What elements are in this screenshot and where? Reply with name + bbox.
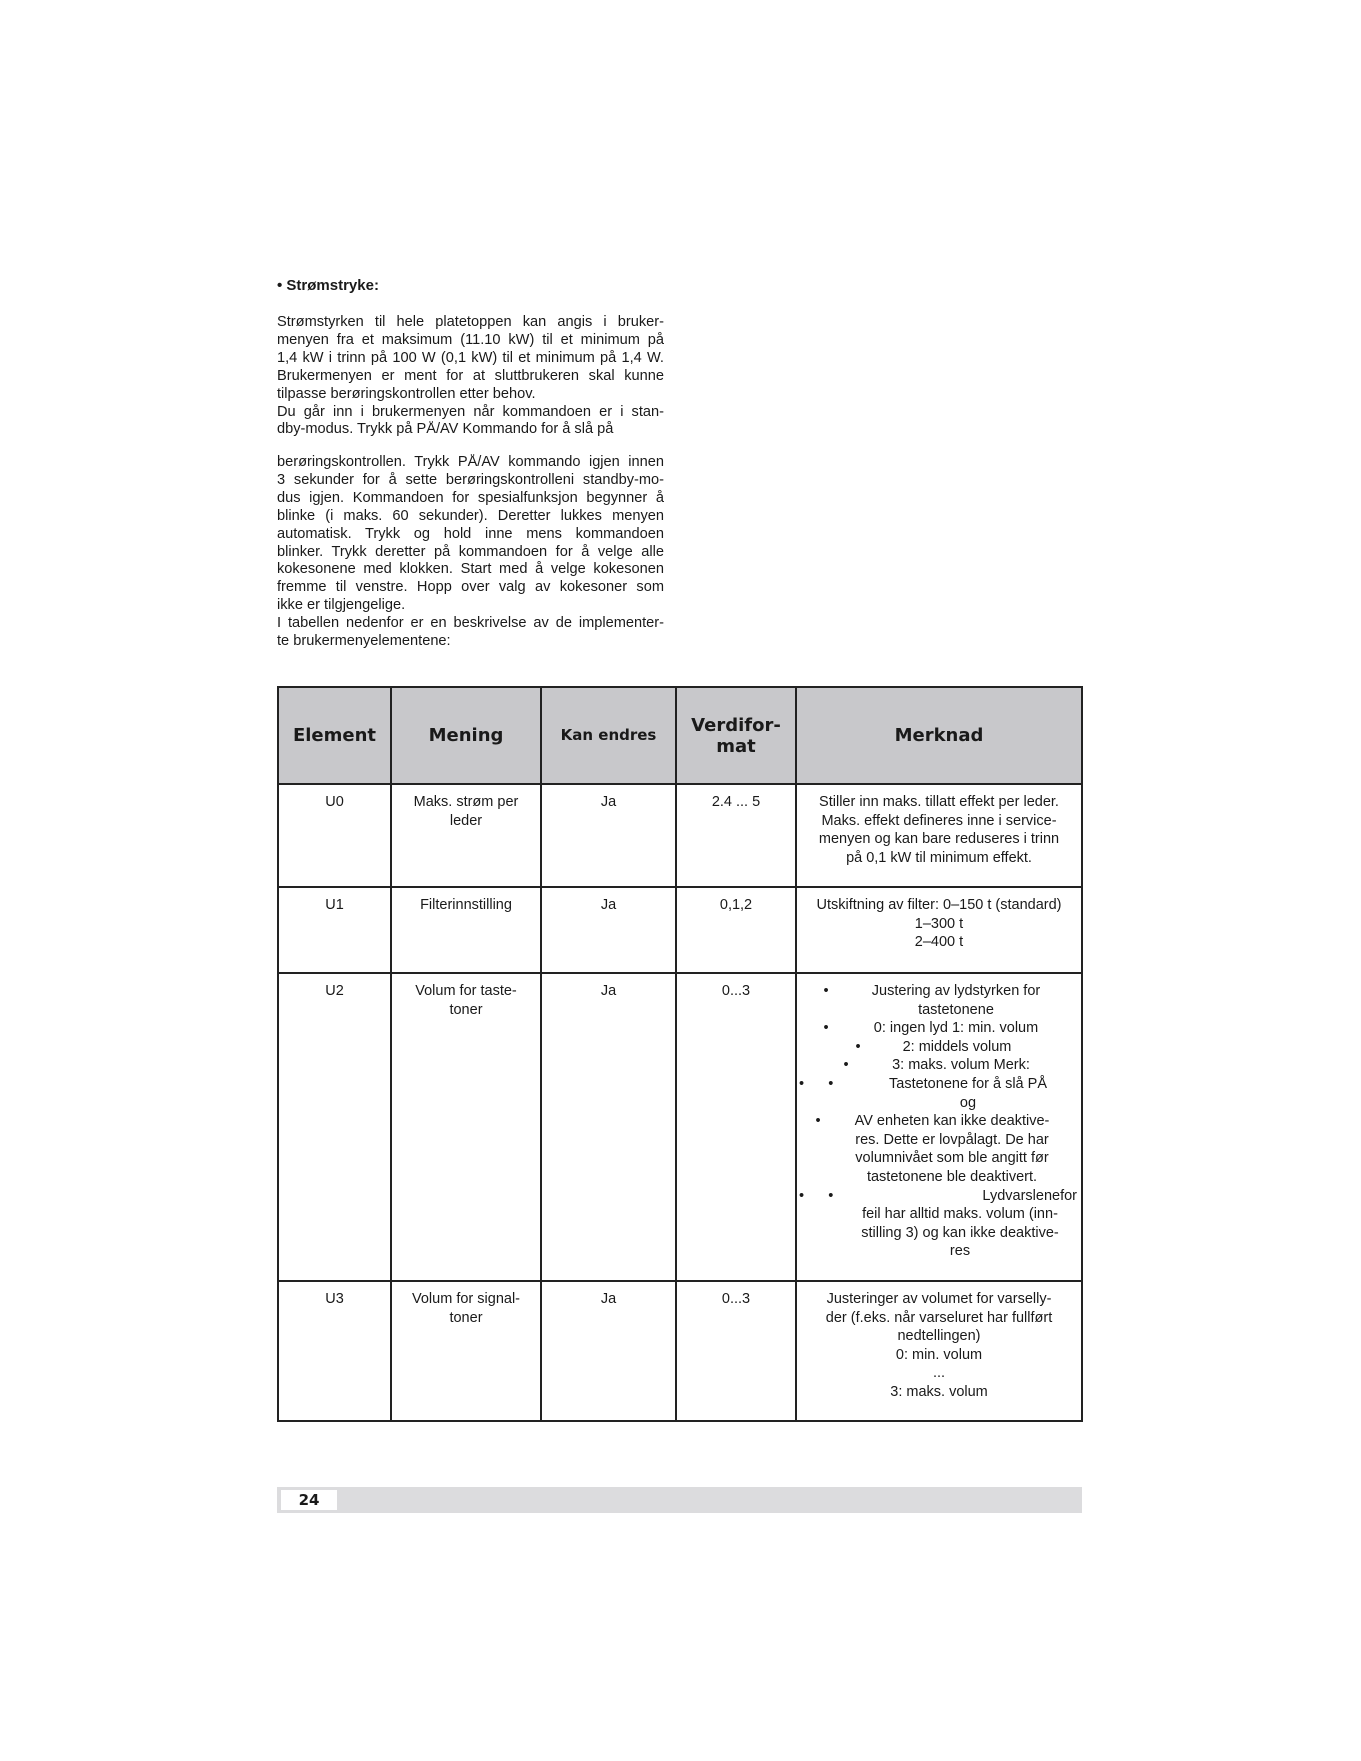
table-row <box>278 1281 1082 1421</box>
cell-verdiformat: 0...3 <box>676 973 796 1281</box>
bullet-item: • AV enheten kan ikke deaktive- res. Dette er lovpålagt. De har volumnivået som ble angitt før tastetonene ble deaktivert. <box>799 1112 1077 1186</box>
bullet-icon: • <box>843 1057 849 1074</box>
cell-kan-endres: Ja <box>541 887 676 973</box>
bullet-item: • • Lydvarslenefor <box>799 1187 1077 1204</box>
text-line: dus igjen. Kommandoen for spesialfunksjon begynner å <box>277 489 664 506</box>
text-line: te brukermenyelementene: <box>277 633 451 650</box>
bullet-icon: • <box>815 1113 821 1130</box>
cell-merknad: Utskiftning av filter: 0–150 t (standard) 1–300 t 2–400 t <box>796 887 1082 973</box>
text-line: Strømstyrken til hele platetoppen kan angis i bruker- <box>277 314 664 330</box>
text-line: fremme til venstre. Hopp over valg av kokesoner som <box>277 579 664 596</box>
text-line: Du går inn i brukermenyen når kommandoen er i stan- <box>277 403 664 420</box>
page-number: 24 <box>281 1490 337 1510</box>
text-line: ikke er tilgjengelige. <box>277 597 406 614</box>
table-row <box>278 784 1082 887</box>
cell-mening: Filterinnstilling <box>391 887 541 973</box>
bullet-item: • 3: maks. volum Merk: <box>799 1056 1077 1075</box>
bullet-item: • 2: middels volum <box>799 1038 1077 1057</box>
table-header-row <box>278 687 1082 784</box>
cell-kan-endres: Ja <box>541 1281 676 1421</box>
cell-merknad: Justeringer av volumet for varselly- der (f.eks. når varseluret har fullført nedtellingen) 0: min. volum ... 3: maks. volum <box>796 1281 1082 1421</box>
bullet-icon: • • <box>799 1075 834 1092</box>
cell-verdiformat: 0...3 <box>676 1281 796 1421</box>
text-line: automatisk. Trykk og hold inne mens kommandoen <box>277 525 664 542</box>
cell-mening: Volum for signal- toner <box>391 1281 541 1421</box>
cell-element: U2 <box>278 973 391 1281</box>
cell-verdiformat: 0,1,2 <box>676 887 796 973</box>
bullet-item: • Justering av lydstyrken for tastetonene <box>799 982 1077 1019</box>
bullet-icon: • <box>823 1020 829 1037</box>
text-line: 3 sekunder for å sette berøringskontrolleni standby-mo- <box>277 471 664 488</box>
cell-element: U3 <box>278 1281 391 1421</box>
cell-verdiformat: 2.4 ... 5 <box>676 784 796 887</box>
footer-bar <box>277 1487 1082 1513</box>
text-line: blinke (i maks. 60 sekunder). Deretter lukkes menyen <box>277 507 664 524</box>
text-line: dby-modus. Trykk på PÅ/AV Kommando for å slå på <box>277 421 614 438</box>
text-line: Brukermenyen er ment for at sluttbrukeren skal kunne <box>277 367 664 384</box>
cell-element: U1 <box>278 887 391 973</box>
text-line: kokesonene med klokken. Start med å velge kokesonen <box>277 561 664 578</box>
intro-paragraph <box>277 314 664 439</box>
bullet-item: • 0: ingen lyd 1: min. volum <box>799 1019 1077 1038</box>
header-verdiformat: Verdifor- mat <box>676 687 796 784</box>
user-menu-table <box>277 686 1083 1422</box>
text-line: blinker. Trykk deretter på kommandoen for å velge alle <box>277 543 664 560</box>
cell-kan-endres: Ja <box>541 973 676 1281</box>
instructions-paragraph <box>277 454 664 651</box>
cell-element: U0 <box>278 784 391 887</box>
table-row <box>278 887 1082 973</box>
text-line: berøringskontrollen. Trykk PÅ/AV kommando igjen innen <box>277 454 664 470</box>
cell-kan-endres: Ja <box>541 784 676 887</box>
cell-mening: Volum for taste- toner <box>391 973 541 1281</box>
header-mening: Mening <box>391 687 541 784</box>
bullet-item: • • Tastetonene for å slå PÅ og <box>799 1075 1047 1111</box>
table-row <box>278 973 1082 1281</box>
text-line: menyen fra et maksimum (11.10 kW) til et minimum på <box>277 331 664 348</box>
bullet-icon: • <box>855 1038 861 1055</box>
cell-merknad: Stiller inn maks. tillatt effekt per leder. Maks. effekt defineres inne i service- menyen og kan bare reduseres i trinn på 0,1 kW til minimum effekt. <box>796 784 1082 887</box>
bullet-icon: • <box>823 983 829 999</box>
text-line: 1,4 kW i trinn på 100 W (0,1 kW) til et minimum på 1,4 W. <box>277 349 664 366</box>
header-element: Element <box>278 687 391 784</box>
bullet-continuation: feil har alltid maks. volum (inn- stilling 3) og kan ikke deaktive- res <box>861 1206 1059 1260</box>
cell-merknad <box>796 973 1082 1281</box>
section-heading: • Strømstryke: <box>277 277 379 294</box>
text-line: I tabellen nedenfor er en beskrivelse av de implementer- <box>277 615 664 632</box>
cell-mening: Maks. strøm per leder <box>391 784 541 887</box>
bullet-icon: • • <box>799 1187 834 1204</box>
text-line: tilpasse berøringskontrollen etter behov. <box>277 385 536 402</box>
header-merknad: Merknad <box>796 687 1082 784</box>
header-kan-endres: Kan endres <box>541 687 676 784</box>
